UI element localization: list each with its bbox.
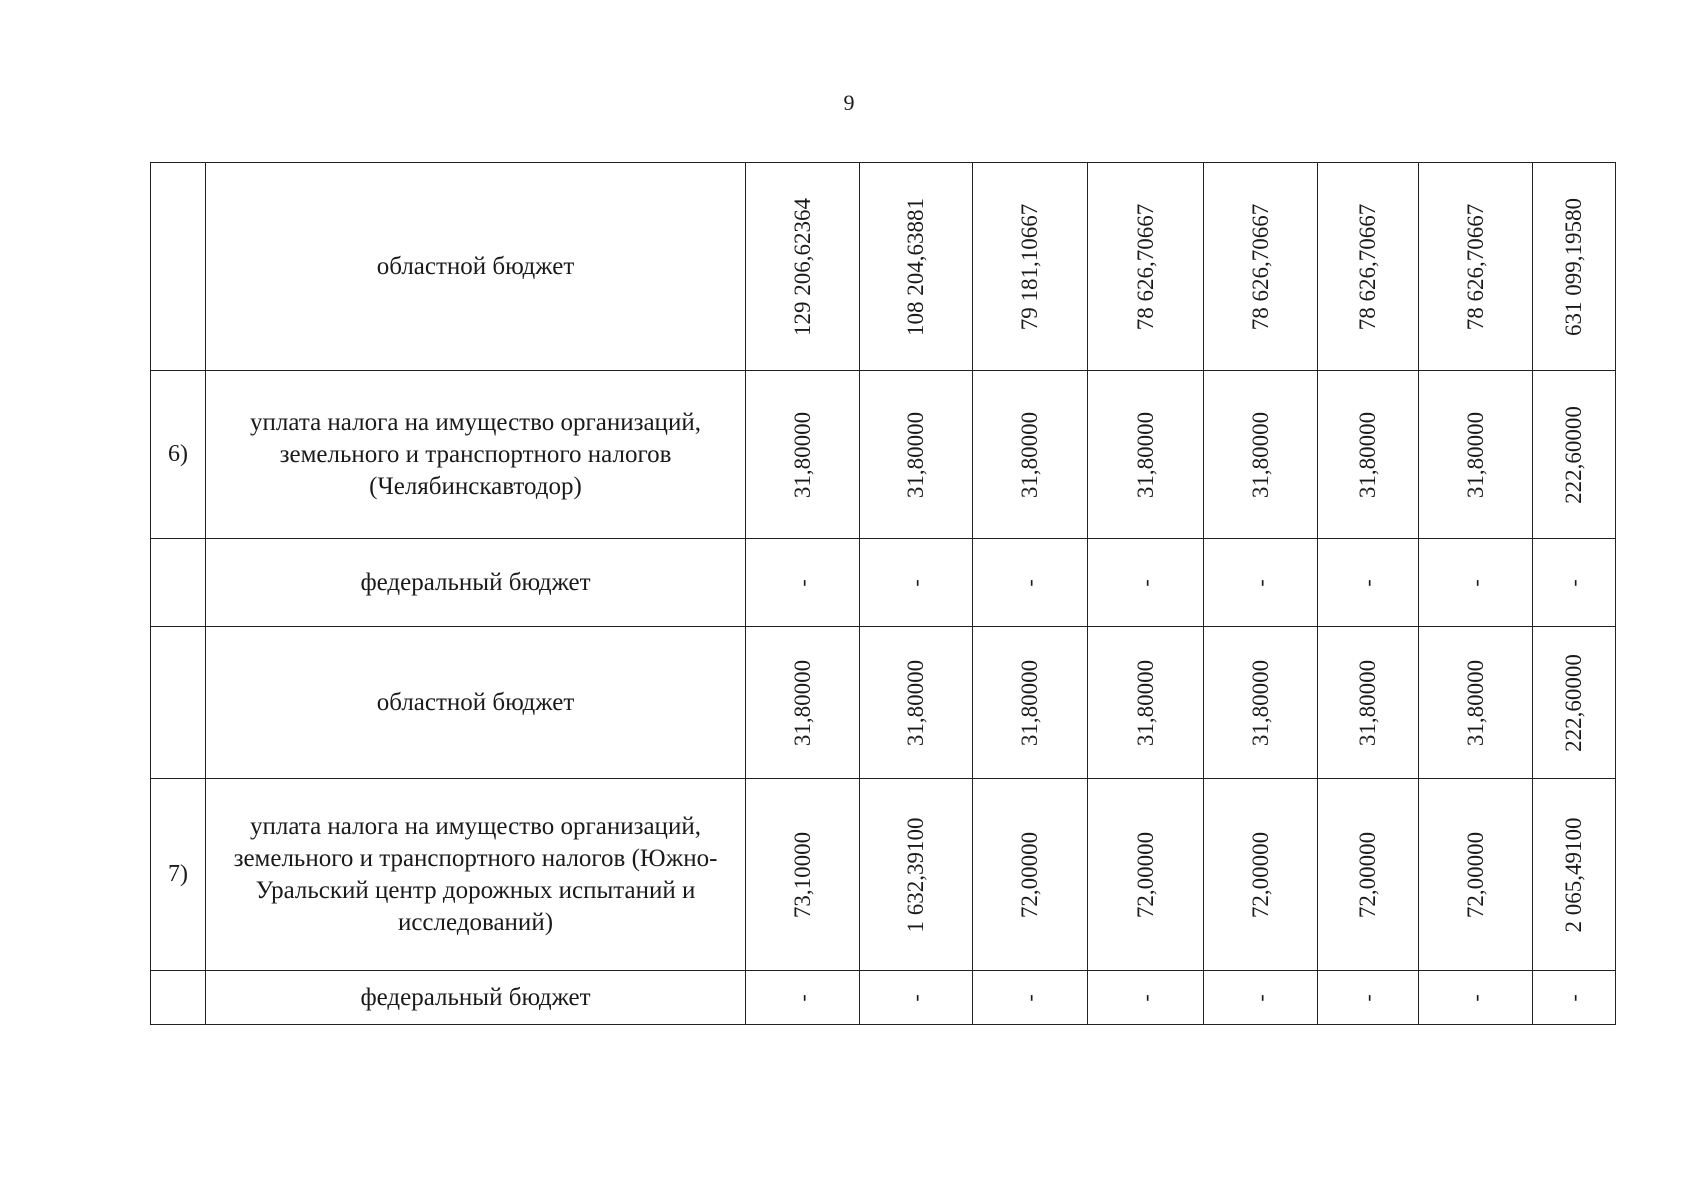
value-cell (746, 163, 860, 371)
value-cell (1088, 371, 1204, 539)
value-cell (1318, 539, 1419, 627)
value-cell (860, 627, 973, 779)
cell-value: 72,00000 (1132, 831, 1158, 918)
cell-value: 72,00000 (1355, 831, 1380, 918)
value-cell (1088, 163, 1204, 371)
row-number (151, 971, 206, 1025)
value-cell (860, 971, 973, 1025)
cell-value: 2 065,49100 (1561, 817, 1586, 932)
cell-value: - (1561, 578, 1586, 587)
row-number (151, 539, 206, 627)
cell-value: 72,00000 (1247, 831, 1273, 918)
cell-value: - (903, 578, 928, 587)
cell-value: 78 626,70667 (1247, 203, 1273, 330)
table-row (151, 371, 1616, 539)
table-body (151, 163, 1616, 1025)
cell-value: 31,80000 (1355, 411, 1380, 498)
value-cell (1088, 971, 1204, 1025)
cell-value: - (1561, 993, 1586, 1002)
cell-value: 31,80000 (1247, 411, 1273, 498)
value-cell (1533, 371, 1616, 539)
value-cell (860, 539, 973, 627)
cell-value: 72,00000 (1462, 831, 1488, 918)
cell-value: - (789, 993, 815, 1002)
value-cell (746, 779, 860, 971)
cell-value: 31,80000 (1355, 659, 1380, 746)
cell-value: 31,80000 (789, 659, 815, 746)
cell-value: - (1132, 578, 1158, 587)
value-cell (1088, 539, 1204, 627)
value-cell (1204, 539, 1318, 627)
value-cell (973, 539, 1088, 627)
row-number: 6) (151, 371, 206, 539)
row-name: уплата налога на имущество организаций, земельного и транспортного налогов (Южно-Уральский центр дорожных испытаний и исследований) (206, 779, 746, 971)
cell-value: 31,80000 (903, 659, 928, 746)
cell-value: 31,80000 (789, 411, 815, 498)
row-number: 7) (151, 779, 206, 971)
value-cell (973, 779, 1088, 971)
value-cell (1088, 779, 1204, 971)
cell-value: 31,80000 (1132, 411, 1158, 498)
cell-value: - (1462, 578, 1488, 587)
value-cell (1204, 971, 1318, 1025)
cell-value: 73,10000 (789, 831, 815, 918)
value-cell (1419, 371, 1533, 539)
value-cell (1088, 627, 1204, 779)
value-cell (1318, 371, 1419, 539)
cell-value: - (1017, 578, 1042, 587)
value-cell (1204, 163, 1318, 371)
value-cell (973, 971, 1088, 1025)
cell-value: 78 626,70667 (1355, 203, 1380, 330)
value-cell (973, 627, 1088, 779)
cell-value: - (789, 578, 815, 587)
cell-value: 222,60000 (1561, 405, 1586, 504)
value-cell (1204, 627, 1318, 779)
value-cell (860, 779, 973, 971)
cell-value: 31,80000 (1017, 411, 1042, 498)
table-row (151, 779, 1616, 971)
value-cell (1204, 779, 1318, 971)
value-cell (746, 627, 860, 779)
value-cell (1419, 971, 1533, 1025)
value-cell (1318, 779, 1419, 971)
cell-value: - (1247, 578, 1273, 587)
cell-value: - (1132, 993, 1158, 1002)
row-name: уплата налога на имущество организаций, земельного и транспортного налогов (Челябинскавтодор) (206, 371, 746, 539)
value-cell (973, 163, 1088, 371)
value-cell (1419, 779, 1533, 971)
cell-value: 31,80000 (1462, 659, 1488, 746)
value-cell (1533, 971, 1616, 1025)
value-cell (1533, 627, 1616, 779)
value-cell (1419, 539, 1533, 627)
table-row (151, 971, 1616, 1025)
cell-value: 631 099,19580 (1561, 197, 1586, 336)
cell-value: 31,80000 (1017, 659, 1042, 746)
cell-value: - (903, 993, 928, 1002)
value-cell (746, 971, 860, 1025)
value-cell (973, 371, 1088, 539)
row-name: федеральный бюджет (206, 971, 746, 1025)
cell-value: 129 206,62364 (789, 197, 815, 336)
cell-value: - (1017, 993, 1042, 1002)
value-cell (1318, 627, 1419, 779)
cell-value: - (1355, 993, 1380, 1002)
table-row (151, 627, 1616, 779)
cell-value: 31,80000 (1247, 659, 1273, 746)
value-cell (1533, 539, 1616, 627)
value-cell (1419, 627, 1533, 779)
value-cell (1318, 971, 1419, 1025)
value-cell (1419, 163, 1533, 371)
row-name: областной бюджет (206, 627, 746, 779)
table-row (151, 163, 1616, 371)
value-cell (1318, 163, 1419, 371)
value-cell (746, 539, 860, 627)
cell-value: 31,80000 (1462, 411, 1488, 498)
cell-value: - (1462, 993, 1488, 1002)
cell-value: 78 626,70667 (1462, 203, 1488, 330)
cell-value: 31,80000 (903, 411, 928, 498)
cell-value: - (1247, 993, 1273, 1002)
value-cell (860, 163, 973, 371)
cell-value: 222,60000 (1561, 653, 1586, 752)
page-number: 9 (843, 90, 855, 115)
value-cell (1533, 163, 1616, 371)
cell-value: 108 204,63881 (903, 197, 928, 336)
value-cell (860, 371, 973, 539)
row-number (151, 163, 206, 371)
value-cell (746, 371, 860, 539)
cell-value: 1 632,39100 (903, 817, 928, 932)
cell-value: 79 181,10667 (1017, 203, 1042, 330)
value-cell (1533, 779, 1616, 971)
cell-value: 78 626,70667 (1132, 203, 1158, 330)
table-row (151, 539, 1616, 627)
cell-value: 31,80000 (1132, 659, 1158, 746)
row-number (151, 627, 206, 779)
row-name: областной бюджет (206, 163, 746, 371)
value-cell (1204, 371, 1318, 539)
cell-value: 72,00000 (1017, 831, 1042, 918)
row-name: федеральный бюджет (206, 539, 746, 627)
cell-value: - (1355, 578, 1380, 587)
budget-table (150, 162, 1616, 1025)
